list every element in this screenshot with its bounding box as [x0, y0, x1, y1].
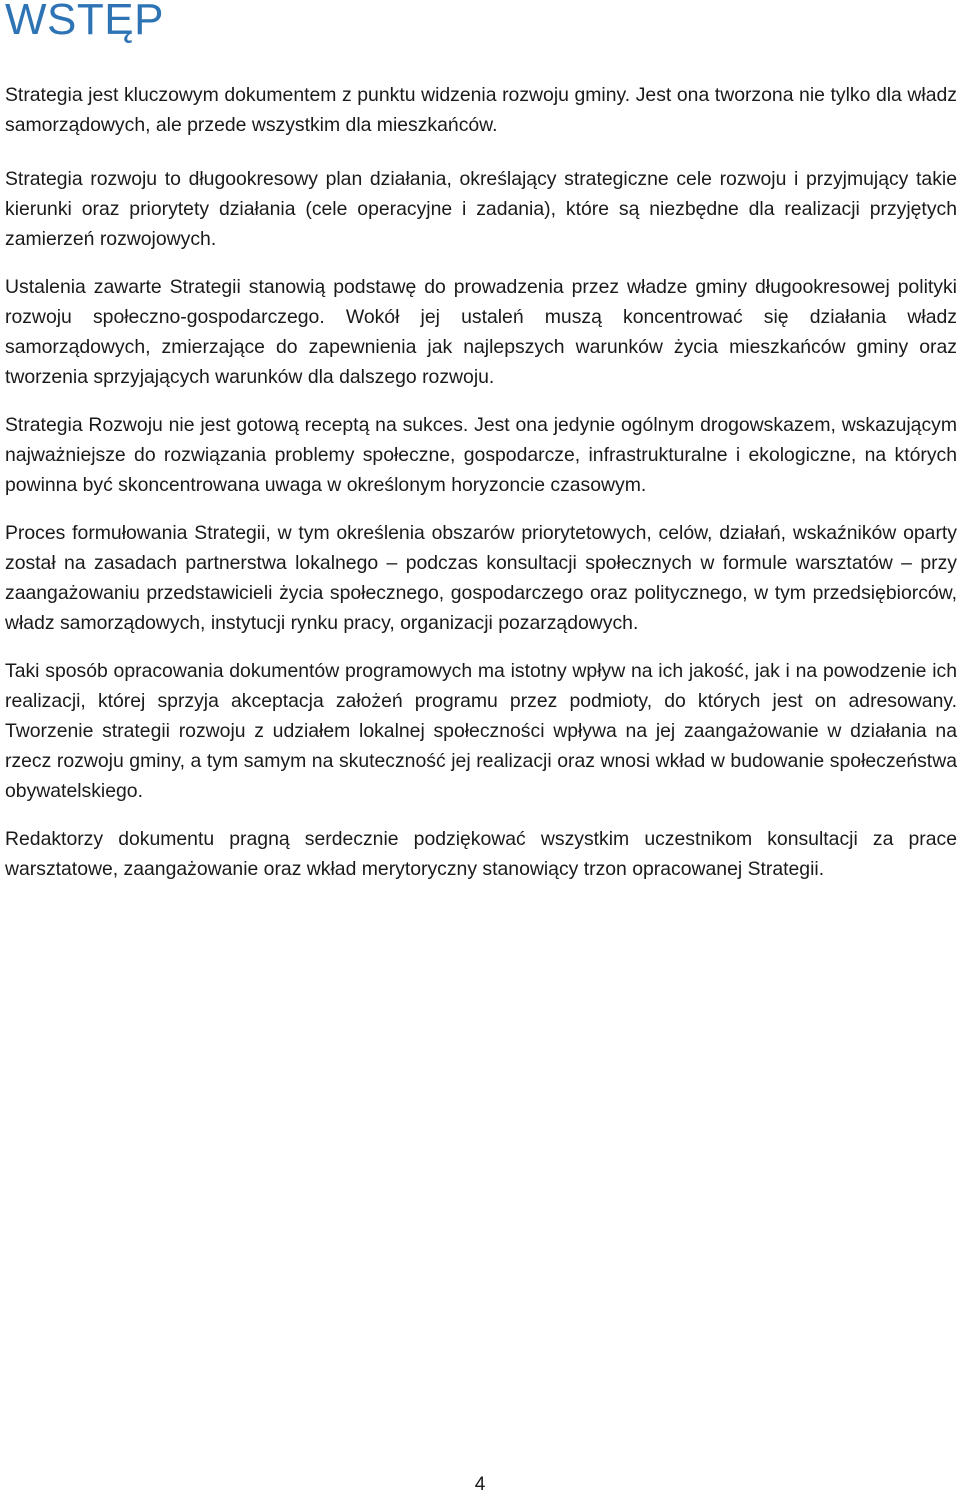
- paragraph-process: Proces formułowania Strategii, w tym określenia obszarów priorytetowych, celów, działań, wskaźników oparty został na zasadach partnerstwa lokalnego – podczas konsultacji społecznych w formule warsztatów – przy zaangażowaniu przedstawicieli życia społecznego, gospodarczego oraz politycznego, w tym przedsiębiorców, władz samorządowych, instytucji rynku pracy, organizacji pozarządowych.: [5, 522, 957, 634]
- paragraph-guidance: Strategia Rozwoju nie jest gotową receptą na sukces. Jest ona jedynie ogólnym drogowskazem, wskazującym najważniejsze do rozwiązania problemy społeczne, gospodarcze, infrastrukturalne i ekologiczne, na których powinna być skoncentrowana uwaga w określonym horyzoncie czasowym.: [5, 414, 957, 496]
- paragraph-acknowledgements: Redaktorzy dokumentu pragną serdecznie podziękować wszystkim uczestnikom konsultacji za prace warsztatowe, zaangażowanie oraz wkład merytoryczny stanowiący trzon opracowanej Strategii.: [5, 828, 957, 880]
- paragraph-method: Taki sposób opracowania dokumentów programowych ma istotny wpływ na ich jakość, jak i na powodzenie ich realizacji, której sprzyja akceptacja założeń programu przez podmioty, do których jest on adresowany. Tworzenie strategii rozwoju z udziałem lokalnej społeczności wpływa na jej zaangażowanie w działania na rzecz rozwoju gminy, a tym samym na skuteczność jej realizacji oraz wnosi wkład w budowanie społeczeństwa obywatelskiego.: [5, 660, 957, 802]
- paragraph-strategy-definition: Strategia rozwoju to długookresowy plan działania, określający strategiczne cele rozwoju i przyjmujący takie kierunki oraz priorytety działania (cele operacyjne i zadania), które są niezbędne dla realizacji przyjętych zamierzeń rozwojowych.: [5, 168, 957, 250]
- section-heading: WSTĘP: [5, 0, 164, 44]
- page-number: 4: [474, 1474, 486, 1495]
- body-text: [5, 80, 957, 884]
- paragraph-intro: Strategia jest kluczowym dokumentem z punktu widzenia rozwoju gminy. Jest ona tworzona nie tylko dla władz samorządowych, ale przede wszystkim dla mieszkańców.: [5, 84, 957, 136]
- paragraph-strategy-findings: Ustalenia zawarte Strategii stanowią podstawę do prowadzenia przez władze gminy długookresowej polityki rozwoju społeczno-gospodarczego. Wokół jej ustaleń muszą koncentrować się działania władz samorządowych, zmierzające do zapewnienia jak najlepszych warunków życia mieszkańców gminy oraz tworzenia sprzyjających warunków dla dalszego rozwoju.: [5, 276, 957, 388]
